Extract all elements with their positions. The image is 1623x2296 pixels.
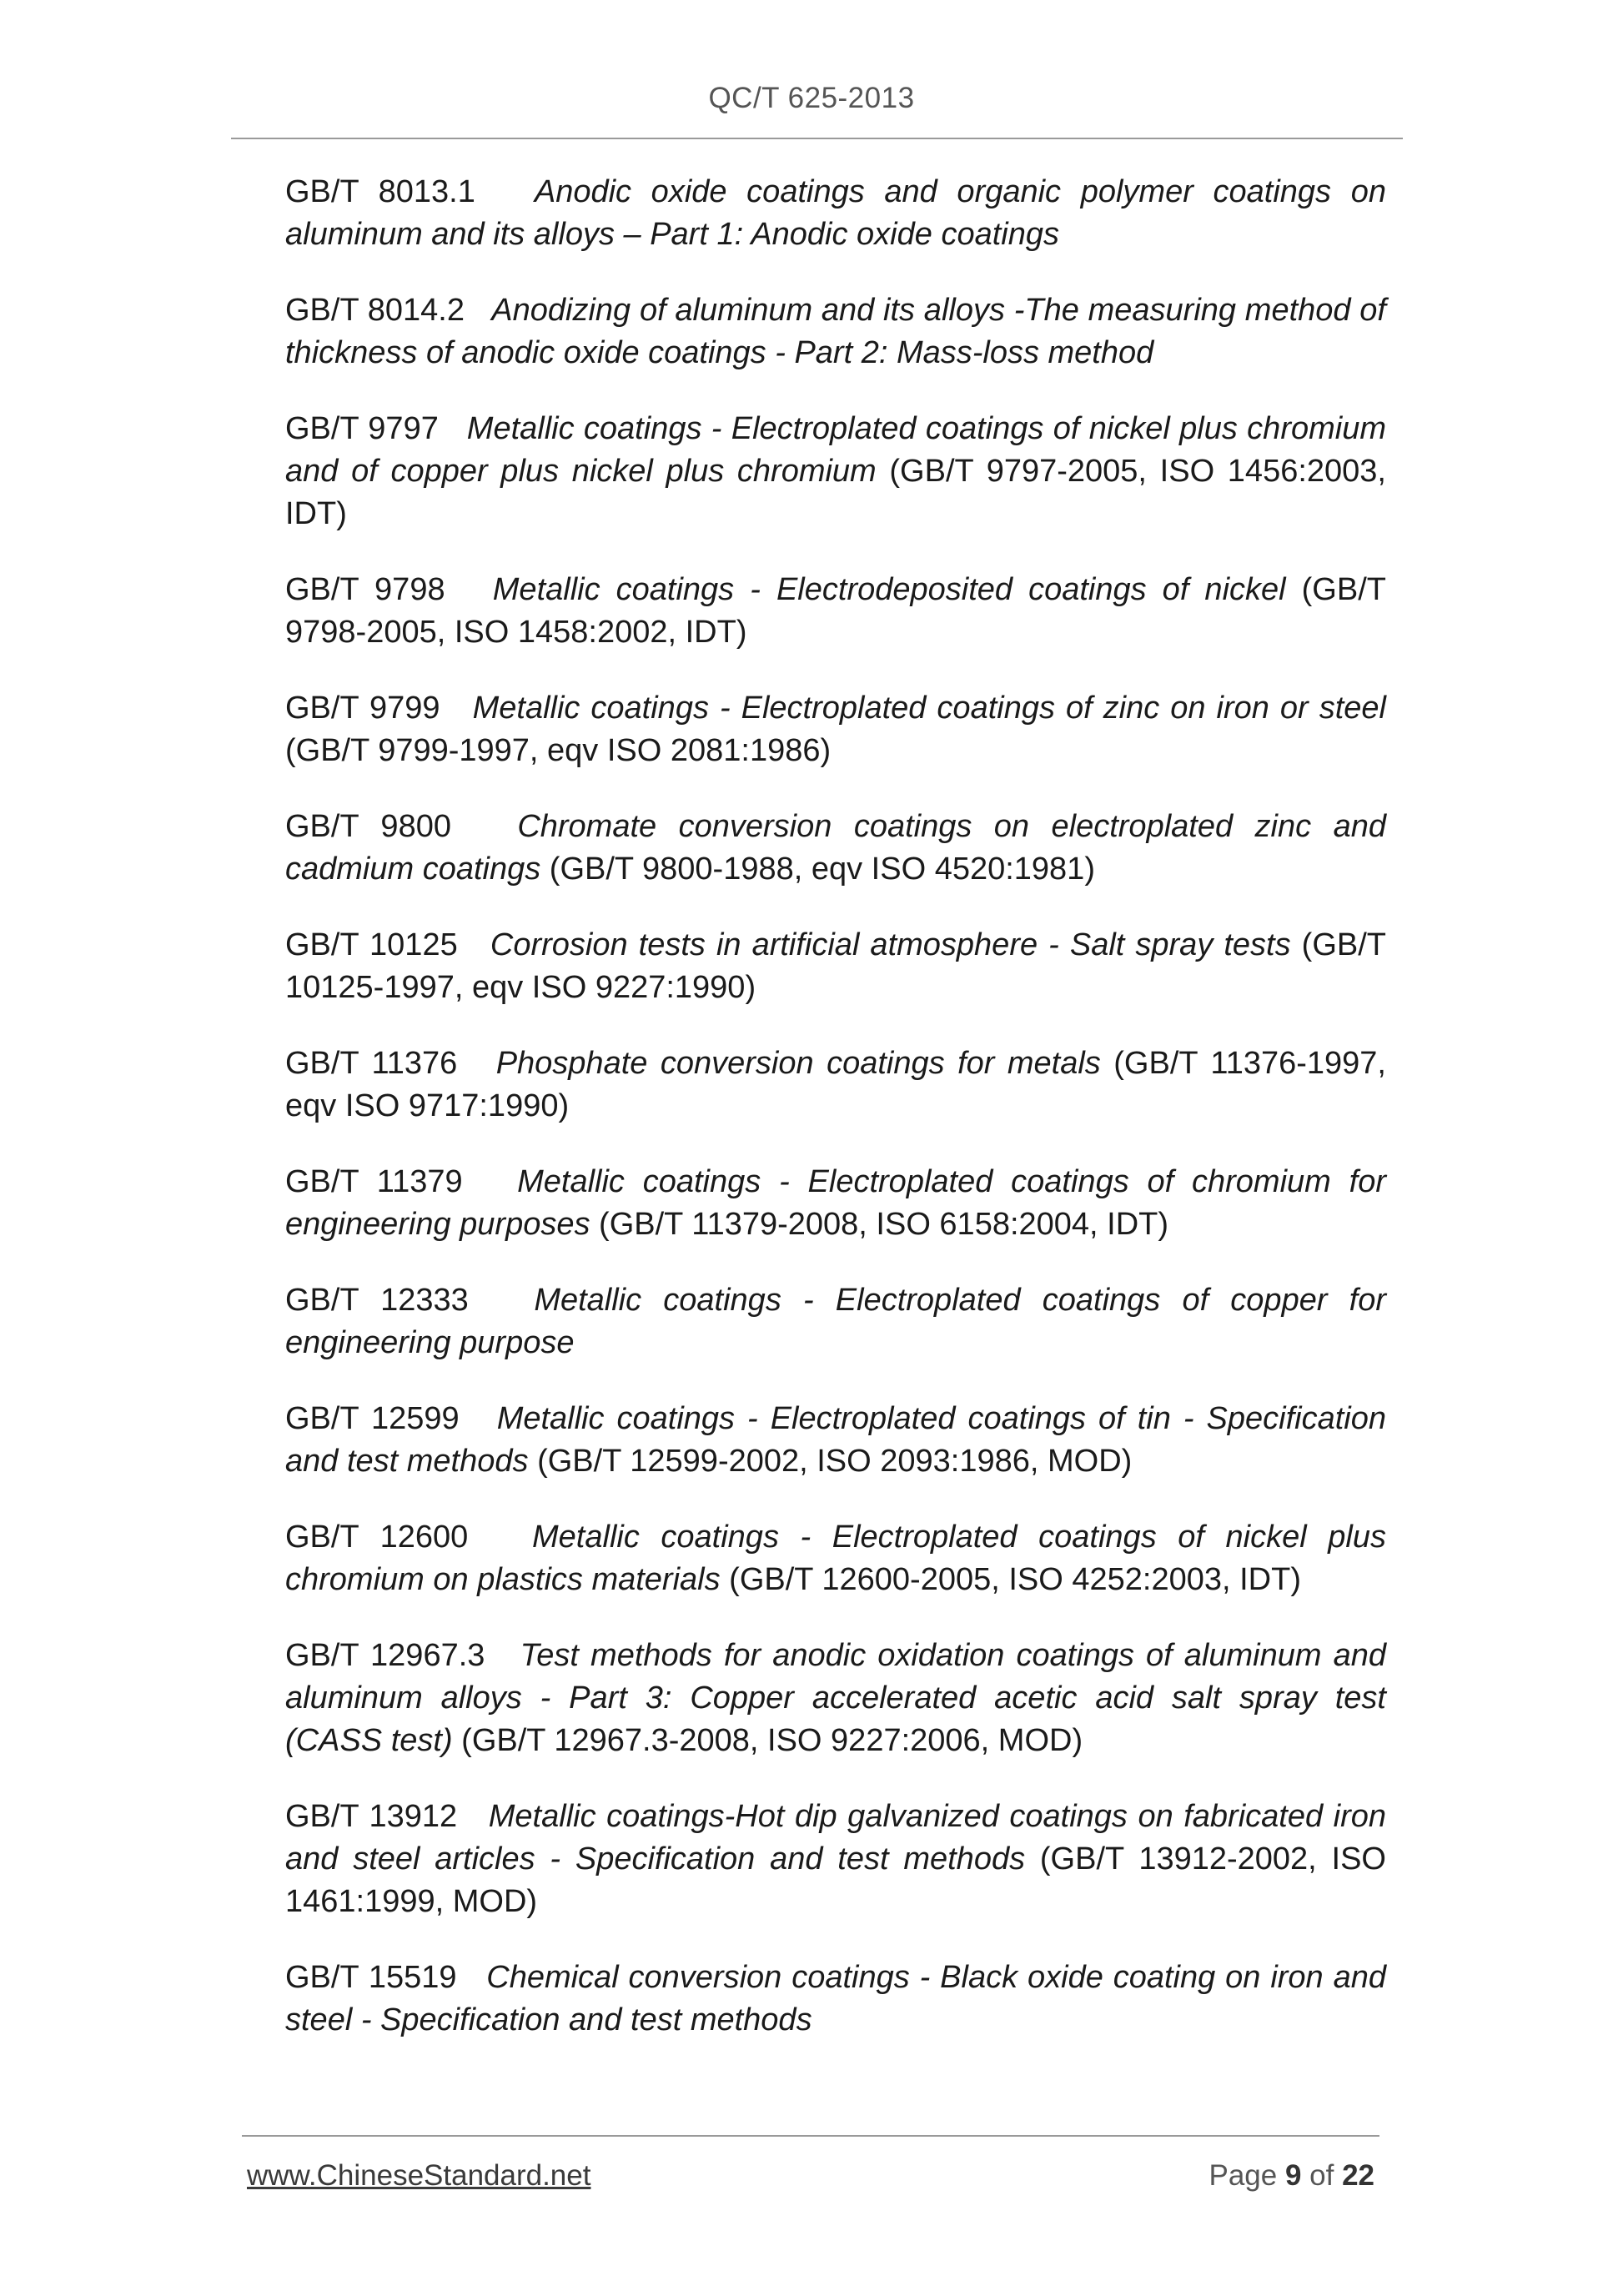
reference-title: Phosphate conversion coatings for metals — [495, 1046, 1101, 1081]
reference-entry — [285, 1635, 1386, 1762]
page-current: 9 — [1284, 2159, 1302, 2192]
reference-title: Chemical conversion coatings - Black oxide coating on iron and steel - Specification and test methods — [285, 1960, 1386, 2037]
reference-suffix: (GB/T 11376-1997, eqv ISO 9717:1990) — [285, 1046, 1386, 1123]
reference-title: Anodic oxide coatings and organic polymer coatings on aluminum and its alloys – Part 1: Anodic oxide coatings — [285, 174, 1386, 252]
normative-references-list — [285, 171, 1386, 2075]
reference-code: GB/T 12600 — [285, 1520, 469, 1555]
footer-divider — [242, 2135, 1379, 2137]
reference-entry — [285, 1161, 1386, 1246]
reference-entry — [285, 171, 1386, 256]
reference-code: GB/T 8013.1 — [285, 174, 475, 209]
reference-entry — [285, 289, 1386, 374]
reference-entry — [285, 1279, 1386, 1364]
reference-code: GB/T 10125 — [285, 927, 458, 962]
page-prefix: Page — [1208, 2159, 1285, 2192]
reference-title: Corrosion tests in artificial atmosphere - Salt spray tests — [490, 927, 1291, 962]
reference-entry — [285, 687, 1386, 772]
reference-suffix: (GB/T 12599-2002, ISO 2093:1986, MOD) — [528, 1444, 1133, 1479]
reference-suffix: (GB/T 11379-2008, ISO 6158:2004, IDT) — [590, 1207, 1169, 1242]
reference-code: GB/T 9799 — [285, 691, 440, 726]
reference-entry — [285, 408, 1386, 535]
reference-code: GB/T 8014.2 — [285, 293, 465, 328]
reference-title: Chromate conversion coatings on electroplated zinc and cadmium coatings — [285, 809, 1386, 887]
reference-entry — [285, 1957, 1386, 2042]
reference-code: GB/T 9797 — [285, 411, 439, 446]
reference-code: GB/T 11376 — [285, 1046, 458, 1081]
reference-suffix: (GB/T 9800-1988, eqv ISO 4520:1981) — [540, 852, 1095, 887]
reference-code: GB/T 12967.3 — [285, 1638, 485, 1673]
reference-entry — [285, 924, 1386, 1009]
header-divider — [231, 138, 1403, 139]
reference-entry — [285, 1042, 1386, 1128]
reference-code: GB/T 9800 — [285, 809, 451, 844]
reference-suffix: (GB/T 13912-2002, ISO 1461:1999, MOD) — [285, 1841, 1386, 1919]
reference-suffix: (GB/T 12967.3-2008, ISO 9227:2006, MOD) — [452, 1723, 1083, 1758]
reference-suffix: (GB/T 10125-1997, eqv ISO 9227:1990) — [285, 927, 1387, 1005]
reference-title: Metallic coatings - Electroplated coatings of nickel plus chromium on plastics materials — [285, 1520, 1386, 1597]
reference-title: Metallic coatings - Electroplated coatings of nickel plus chromium and of copper plus nickel plus chromium — [285, 411, 1386, 489]
reference-title: Metallic coatings - Electroplated coatings of copper for engineering purpose — [285, 1283, 1386, 1360]
page-of: of — [1301, 2159, 1343, 2192]
reference-suffix: (GB/T 9799-1997, eqv ISO 2081:1986) — [285, 733, 832, 768]
reference-title: Metallic coatings-Hot dip galvanized coatings on fabricated iron and steel articles - Specification and test methods — [285, 1799, 1386, 1876]
reference-code: GB/T 9798 — [285, 572, 445, 607]
reference-entry — [285, 1796, 1386, 1923]
reference-entry — [285, 1516, 1386, 1601]
website-link[interactable]: www.ChineseStandard.net — [247, 2159, 591, 2192]
reference-suffix: (GB/T 9797-2005, ISO 1456:2003, IDT) — [285, 454, 1386, 531]
reference-title: Metallic coatings - Electroplated coatings of zinc on iron or steel — [472, 691, 1386, 726]
reference-title: Test methods for anodic oxidation coatings of aluminum and aluminum alloys - Part 3: Copper accelerated acetic acid salt spray test (CASS test) — [285, 1638, 1386, 1758]
page-indicator — [1208, 2159, 1374, 2193]
header-doc-id: QC/T 625-2013 — [708, 82, 915, 114]
reference-suffix: (GB/T 9798-2005, ISO 1458:2002, IDT) — [285, 572, 1386, 650]
reference-code: GB/T 11379 — [285, 1164, 463, 1199]
reference-suffix: (GB/T 12600-2005, ISO 4252:2003, IDT) — [720, 1562, 1301, 1597]
page-total: 22 — [1342, 2159, 1374, 2192]
reference-code: GB/T 13912 — [285, 1799, 458, 1834]
reference-title: Metallic coatings - Electroplated coatings of tin - Specification and test methods — [285, 1401, 1386, 1479]
reference-code: GB/T 12599 — [285, 1401, 460, 1436]
reference-entry — [285, 806, 1386, 891]
reference-code: GB/T 12333 — [285, 1283, 469, 1318]
reference-entry — [285, 1398, 1386, 1483]
reference-entry — [285, 569, 1386, 654]
reference-title: Metallic coatings - Electrodeposited coatings of nickel — [492, 572, 1286, 607]
reference-title: Metallic coatings - Electroplated coatings of chromium for engineering purposes — [285, 1164, 1386, 1242]
reference-code: GB/T 15519 — [285, 1960, 457, 1995]
reference-title: Anodizing of aluminum and its alloys -The measuring method of thickness of anodic oxide coatings - Part 2: Mass-loss method — [285, 293, 1386, 370]
